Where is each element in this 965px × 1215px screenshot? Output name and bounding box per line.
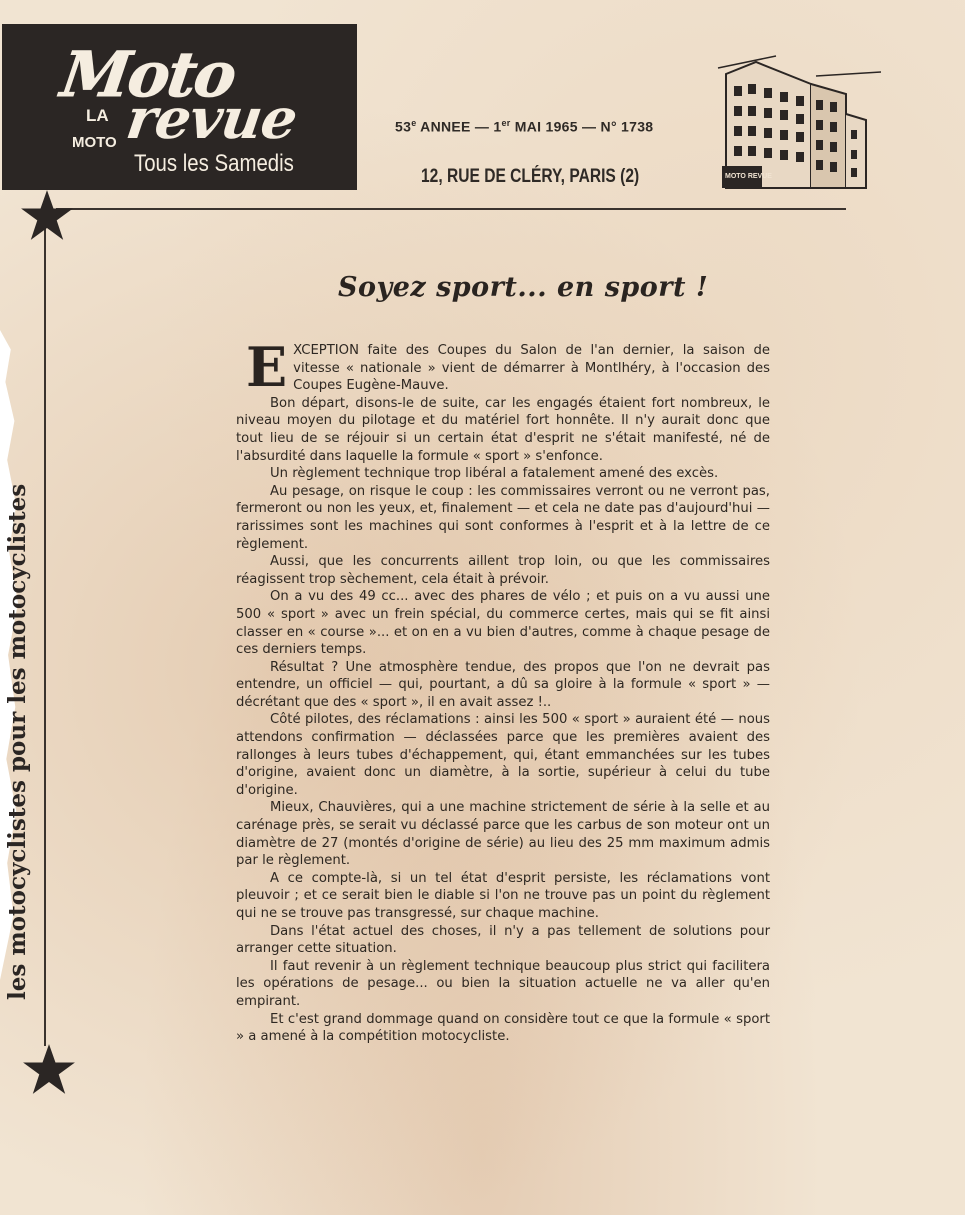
article-paragraph: Côté pilotes, des réclamations : ainsi les 500 « sport » auraient été — nous attendons confirmation — déclassées parce que les premières avaient des rallonges à leurs tubes d'échappement, qui, étant emmanchées sur les tubes d'origine, avaient donc un diamètre, à la sortie, supérieur à celui du tube d'origine. <box>236 712 770 798</box>
publisher-address: 12, RUE DE CLÉRY, PARIS (2) <box>421 166 640 187</box>
article-title: Soyez sport... en sport ! <box>338 272 709 303</box>
building-sign: MOTO REVUE <box>725 173 772 180</box>
article-paragraph: EXCEPTION faite des Coupes du Salon de l'an dernier, la saison de vitesse « nationale » vient de démarrer à Montlhéry, à l'occasion des Coupes Eugène-Mauve. <box>246 335 770 399</box>
issue-text-a: ANNEE — 1 <box>416 118 502 135</box>
article-body <box>236 335 770 1046</box>
masthead-logo-block <box>2 24 357 190</box>
article-paragraph: Au pesage, on risque le coup : les commissaires verront ou ne verront pas, fermeront ou non les yeux, et, finalement — et cela ne date pas d'aujourd'hui — rarissimes sont les machines qui sont conformes à l'esprit et à la lettre de ce règlement. <box>236 483 770 552</box>
logo-moto-text: Moto <box>56 38 240 111</box>
article-paragraph: Dans l'état actuel des choses, il n'y a pas tellement de solutions pour arranger cette situation. <box>236 923 770 957</box>
sidebar-vertical-slogan: les motocyclistes pour les motocyclistes <box>4 483 31 1000</box>
star-ornament-bottom-icon <box>22 1042 76 1096</box>
issue-year: 53 <box>395 118 412 135</box>
issue-day-suffix: er <box>501 118 511 128</box>
tagline: Tous les Samedis <box>134 150 294 177</box>
article-paragraph: Résultat ? Une atmosphère tendue, des propos que l'on ne devrait pas entendre, un officiel — qui, pourtant, a dû sa gloire à la formule « sport » — décrétant que des « sport », il en avait assez !.. <box>236 659 770 710</box>
star-ornament-top-icon <box>20 188 74 242</box>
article-paragraph: Et c'est grand dommage quand on considère tout ce que la formule « sport » a amené à la compétition motocycliste. <box>236 1011 770 1045</box>
logo-revue-text: revue <box>122 86 301 152</box>
drop-cap: E <box>246 335 288 399</box>
building-illustration <box>716 54 881 190</box>
issue-info <box>395 118 653 135</box>
issue-year-suffix: e <box>411 118 417 128</box>
article-paragraph: Bon départ, disons-le de suite, car les engagés étaient fort nombreux, le niveau moyen du pilotage et du matériel fort honnête. Il n'y aurait donc que tout lieu de se réjouir si un certain état d'esprit ne s'était manifesté, né de l'absurdité dans laquelle la formule « sport » s'enfonce. <box>236 395 770 464</box>
sidebar-rule <box>44 226 46 1046</box>
logo-moto-small-text: MOTO <box>72 134 117 151</box>
logo-la-text: LA <box>86 106 109 125</box>
article-paragraph: Un règlement technique trop libéral a fatalement amené des excès. <box>270 466 719 482</box>
article-paragraph: Aussi, que les concurrents aillent trop loin, ou que les commissaires réagissent trop sèchement, cela était à prévoir. <box>236 554 770 587</box>
article-paragraph: Mieux, Chauvières, qui a une machine strictement de série à la selle et au carénage près, se serait vu déclassé parce que les carbus de son moteur ont un diamètre de 27 (montés d'origine de série) au lieu des 25 mm maximum admis par le règlement. <box>236 800 770 869</box>
article-paragraph: A ce compte-là, si un tel état d'esprit persiste, les réclamations vont pleuvoir ; et ce serait bien le diable si l'on ne trouve pas un point du règlement qui ne se trouve pas transgressé, sur chaque machine. <box>236 870 770 921</box>
header-rule <box>56 208 846 210</box>
issue-text-b: MAI 1965 — N° 1738 <box>510 118 654 135</box>
article-paragraph: On a vu des 49 cc... avec des phares de vélo ; et puis on a vu aussi une 500 « sport » avec un frein spécial, du commerce certes, mais qui se fit ainsi classer en « course »... et on en a vu bien d'autres, comme à chaque pesage de ces derniers temps. <box>236 589 770 658</box>
article-paragraph: Il faut revenir à un règlement technique beaucoup plus strict qui facilitera les opérations de pesage... ou bien la situation actuelle ne va aller qu'en empirant. <box>236 958 770 1009</box>
